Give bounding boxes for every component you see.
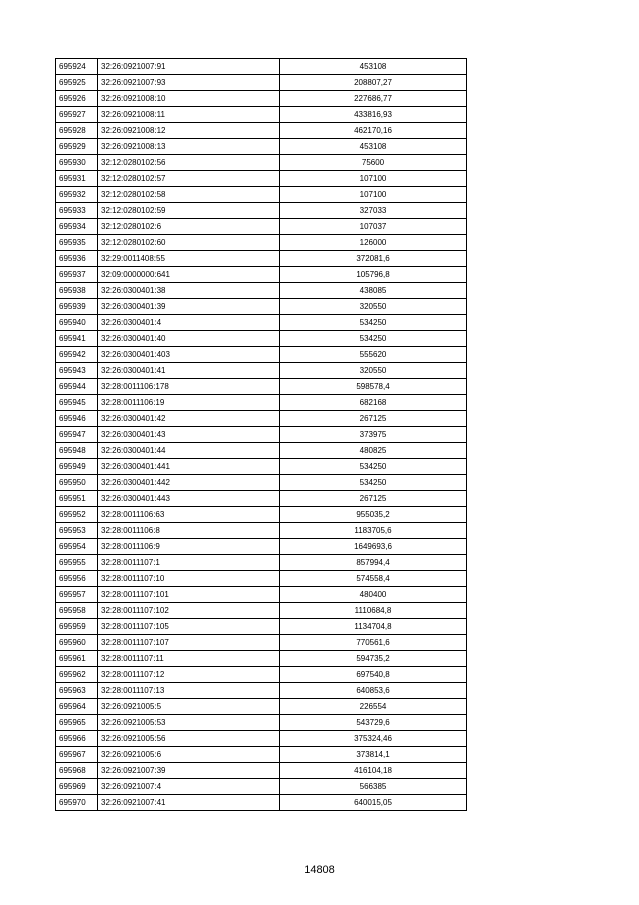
row-id-cell: 695930	[56, 155, 98, 171]
value-cell: 416104,18	[280, 763, 467, 779]
row-id-cell: 695924	[56, 59, 98, 75]
value-cell: 534250	[280, 459, 467, 475]
row-id-cell: 695948	[56, 443, 98, 459]
value-cell: 267125	[280, 491, 467, 507]
cadastral-number-cell: 32:26:0300401:403	[98, 347, 280, 363]
table-row	[56, 715, 467, 731]
cadastral-number-cell: 32:26:0921007:41	[98, 795, 280, 811]
cadastral-number-cell: 32:26:0300401:40	[98, 331, 280, 347]
value-cell: 373814,1	[280, 747, 467, 763]
value-cell: 227686,77	[280, 91, 467, 107]
cadastral-number-cell: 32:26:0921005:56	[98, 731, 280, 747]
table-row	[56, 635, 467, 651]
row-id-cell: 695943	[56, 363, 98, 379]
cadastral-number-cell: 32:26:0300401:443	[98, 491, 280, 507]
cadastral-number-cell: 32:12:0280102:58	[98, 187, 280, 203]
value-cell: 543729,6	[280, 715, 467, 731]
value-cell: 453108	[280, 139, 467, 155]
value-cell: 453108	[280, 59, 467, 75]
row-id-cell: 695950	[56, 475, 98, 491]
row-id-cell: 695945	[56, 395, 98, 411]
value-cell: 105796,8	[280, 267, 467, 283]
table-row	[56, 443, 467, 459]
value-cell: 640015,05	[280, 795, 467, 811]
value-cell: 534250	[280, 475, 467, 491]
value-cell: 1110684,8	[280, 603, 467, 619]
table-row	[56, 411, 467, 427]
cadastral-number-cell: 32:26:0921005:53	[98, 715, 280, 731]
table-row	[56, 379, 467, 395]
row-id-cell: 695940	[56, 315, 98, 331]
row-id-cell: 695962	[56, 667, 98, 683]
cadastral-number-cell: 32:28:0011107:11	[98, 651, 280, 667]
cadastral-number-cell: 32:28:0011107:101	[98, 587, 280, 603]
table-row	[56, 667, 467, 683]
table-row	[56, 459, 467, 475]
row-id-cell: 695927	[56, 107, 98, 123]
value-cell: 438085	[280, 283, 467, 299]
cadastral-number-cell: 32:26:0300401:442	[98, 475, 280, 491]
row-id-cell: 695952	[56, 507, 98, 523]
value-cell: 480825	[280, 443, 467, 459]
row-id-cell: 695949	[56, 459, 98, 475]
table-row	[56, 651, 467, 667]
cadastral-number-cell: 32:26:0300401:41	[98, 363, 280, 379]
page-number: 14808	[304, 864, 335, 876]
row-id-cell: 695925	[56, 75, 98, 91]
value-cell: 208807,27	[280, 75, 467, 91]
cadastral-number-cell: 32:26:0300401:4	[98, 315, 280, 331]
row-id-cell: 695941	[56, 331, 98, 347]
table-row	[56, 75, 467, 91]
row-id-cell: 695953	[56, 523, 98, 539]
table-row	[56, 603, 467, 619]
value-cell: 574558,4	[280, 571, 467, 587]
table-row	[56, 795, 467, 811]
table-row	[56, 123, 467, 139]
cadastral-number-cell: 32:28:0011107:105	[98, 619, 280, 635]
table-body	[56, 59, 467, 811]
table-row	[56, 107, 467, 123]
table-row	[56, 219, 467, 235]
row-id-cell: 695938	[56, 283, 98, 299]
cadastral-number-cell: 32:09:0000000:641	[98, 267, 280, 283]
cadastral-number-cell: 32:26:0921007:93	[98, 75, 280, 91]
table-row	[56, 507, 467, 523]
cadastral-number-cell: 32:28:0011106:19	[98, 395, 280, 411]
value-cell: 682168	[280, 395, 467, 411]
cadastral-number-cell: 32:26:0300401:39	[98, 299, 280, 315]
value-cell: 1649693,6	[280, 539, 467, 555]
cadastral-number-cell: 32:28:0011106:63	[98, 507, 280, 523]
table-row	[56, 539, 467, 555]
table-row	[56, 571, 467, 587]
table-row	[56, 347, 467, 363]
value-cell: 1134704,8	[280, 619, 467, 635]
row-id-cell: 695967	[56, 747, 98, 763]
value-cell: 1183705,6	[280, 523, 467, 539]
cadastral-number-cell: 32:12:0280102:60	[98, 235, 280, 251]
cadastral-number-cell: 32:28:0011107:10	[98, 571, 280, 587]
value-cell: 320550	[280, 299, 467, 315]
cadastral-number-cell: 32:28:0011107:107	[98, 635, 280, 651]
row-id-cell: 695939	[56, 299, 98, 315]
table-row	[56, 731, 467, 747]
cadastral-number-cell: 32:28:0011106:8	[98, 523, 280, 539]
row-id-cell: 695969	[56, 779, 98, 795]
cadastral-number-cell: 32:29:0011408:55	[98, 251, 280, 267]
cadastral-number-cell: 32:26:0921008:10	[98, 91, 280, 107]
row-id-cell: 695960	[56, 635, 98, 651]
value-cell: 598578,4	[280, 379, 467, 395]
cadastral-number-cell: 32:26:0300401:38	[98, 283, 280, 299]
cadastral-number-cell: 32:28:0011107:13	[98, 683, 280, 699]
table-row	[56, 491, 467, 507]
value-cell: 534250	[280, 315, 467, 331]
cadastral-number-cell: 32:26:0921008:11	[98, 107, 280, 123]
row-id-cell: 695931	[56, 171, 98, 187]
table-row	[56, 171, 467, 187]
cadastral-number-cell: 32:26:0921007:39	[98, 763, 280, 779]
table-row	[56, 555, 467, 571]
cadastral-number-cell: 32:26:0300401:44	[98, 443, 280, 459]
value-cell: 566385	[280, 779, 467, 795]
cadastral-number-cell: 32:26:0921005:5	[98, 699, 280, 715]
row-id-cell: 695957	[56, 587, 98, 603]
value-cell: 955035,2	[280, 507, 467, 523]
value-cell: 107100	[280, 171, 467, 187]
row-id-cell: 695944	[56, 379, 98, 395]
table-row	[56, 139, 467, 155]
row-id-cell: 695968	[56, 763, 98, 779]
table-row	[56, 395, 467, 411]
row-id-cell: 695959	[56, 619, 98, 635]
value-cell: 594735,2	[280, 651, 467, 667]
value-cell: 375324,46	[280, 731, 467, 747]
row-id-cell: 695954	[56, 539, 98, 555]
cadastral-number-cell: 32:28:0011107:1	[98, 555, 280, 571]
cadastral-number-cell: 32:12:0280102:57	[98, 171, 280, 187]
table-row	[56, 763, 467, 779]
row-id-cell: 695933	[56, 203, 98, 219]
table-row	[56, 235, 467, 251]
value-cell: 320550	[280, 363, 467, 379]
table-row	[56, 299, 467, 315]
row-id-cell: 695935	[56, 235, 98, 251]
value-cell: 226554	[280, 699, 467, 715]
row-id-cell: 695956	[56, 571, 98, 587]
cadastral-number-cell: 32:26:0921007:91	[98, 59, 280, 75]
row-id-cell: 695929	[56, 139, 98, 155]
row-id-cell: 695946	[56, 411, 98, 427]
row-id-cell: 695937	[56, 267, 98, 283]
value-cell: 770561,6	[280, 635, 467, 651]
row-id-cell: 695958	[56, 603, 98, 619]
cadastral-number-cell: 32:26:0921008:12	[98, 123, 280, 139]
row-id-cell: 695966	[56, 731, 98, 747]
cadastral-number-cell: 32:12:0280102:6	[98, 219, 280, 235]
value-cell: 640853,6	[280, 683, 467, 699]
cadastral-number-cell: 32:28:0011107:102	[98, 603, 280, 619]
row-id-cell: 695970	[56, 795, 98, 811]
table-row	[56, 475, 467, 491]
table-row	[56, 363, 467, 379]
value-cell: 126000	[280, 235, 467, 251]
table-row	[56, 203, 467, 219]
table-row	[56, 523, 467, 539]
cadastral-number-cell: 32:26:0300401:441	[98, 459, 280, 475]
value-cell: 555620	[280, 347, 467, 363]
table-row	[56, 331, 467, 347]
row-id-cell: 695963	[56, 683, 98, 699]
cadastral-number-cell: 32:28:0011107:12	[98, 667, 280, 683]
table-row	[56, 59, 467, 75]
row-id-cell: 695934	[56, 219, 98, 235]
table-row	[56, 251, 467, 267]
row-id-cell: 695955	[56, 555, 98, 571]
table-row	[56, 747, 467, 763]
table-row	[56, 587, 467, 603]
value-cell: 534250	[280, 331, 467, 347]
cadastral-value-table	[55, 58, 467, 811]
cadastral-number-cell: 32:26:0921007:4	[98, 779, 280, 795]
row-id-cell: 695932	[56, 187, 98, 203]
value-cell: 372081,6	[280, 251, 467, 267]
value-cell: 107037	[280, 219, 467, 235]
value-cell: 373975	[280, 427, 467, 443]
table-row	[56, 283, 467, 299]
table-row	[56, 315, 467, 331]
value-cell: 267125	[280, 411, 467, 427]
row-id-cell: 695964	[56, 699, 98, 715]
row-id-cell: 695942	[56, 347, 98, 363]
table-row	[56, 267, 467, 283]
value-cell: 697540,8	[280, 667, 467, 683]
value-cell: 107100	[280, 187, 467, 203]
table-row	[56, 427, 467, 443]
value-cell: 480400	[280, 587, 467, 603]
value-cell: 433816,93	[280, 107, 467, 123]
cadastral-number-cell: 32:28:0011106:9	[98, 539, 280, 555]
row-id-cell: 695928	[56, 123, 98, 139]
cadastral-number-cell: 32:26:0921005:6	[98, 747, 280, 763]
table-row	[56, 619, 467, 635]
table-row	[56, 91, 467, 107]
table-row	[56, 155, 467, 171]
cadastral-number-cell: 32:28:0011106:178	[98, 379, 280, 395]
row-id-cell: 695965	[56, 715, 98, 731]
cadastral-number-cell: 32:26:0300401:42	[98, 411, 280, 427]
cadastral-number-cell: 32:12:0280102:59	[98, 203, 280, 219]
row-id-cell: 695947	[56, 427, 98, 443]
cadastral-number-cell: 32:26:0921008:13	[98, 139, 280, 155]
table-row	[56, 683, 467, 699]
row-id-cell: 695936	[56, 251, 98, 267]
table-row	[56, 187, 467, 203]
value-cell: 462170,16	[280, 123, 467, 139]
cadastral-number-cell: 32:12:0280102:56	[98, 155, 280, 171]
table-row	[56, 779, 467, 795]
row-id-cell: 695951	[56, 491, 98, 507]
cadastral-number-cell: 32:26:0300401:43	[98, 427, 280, 443]
value-cell: 75600	[280, 155, 467, 171]
value-cell: 857994,4	[280, 555, 467, 571]
row-id-cell: 695926	[56, 91, 98, 107]
table-row	[56, 699, 467, 715]
row-id-cell: 695961	[56, 651, 98, 667]
value-cell: 327033	[280, 203, 467, 219]
